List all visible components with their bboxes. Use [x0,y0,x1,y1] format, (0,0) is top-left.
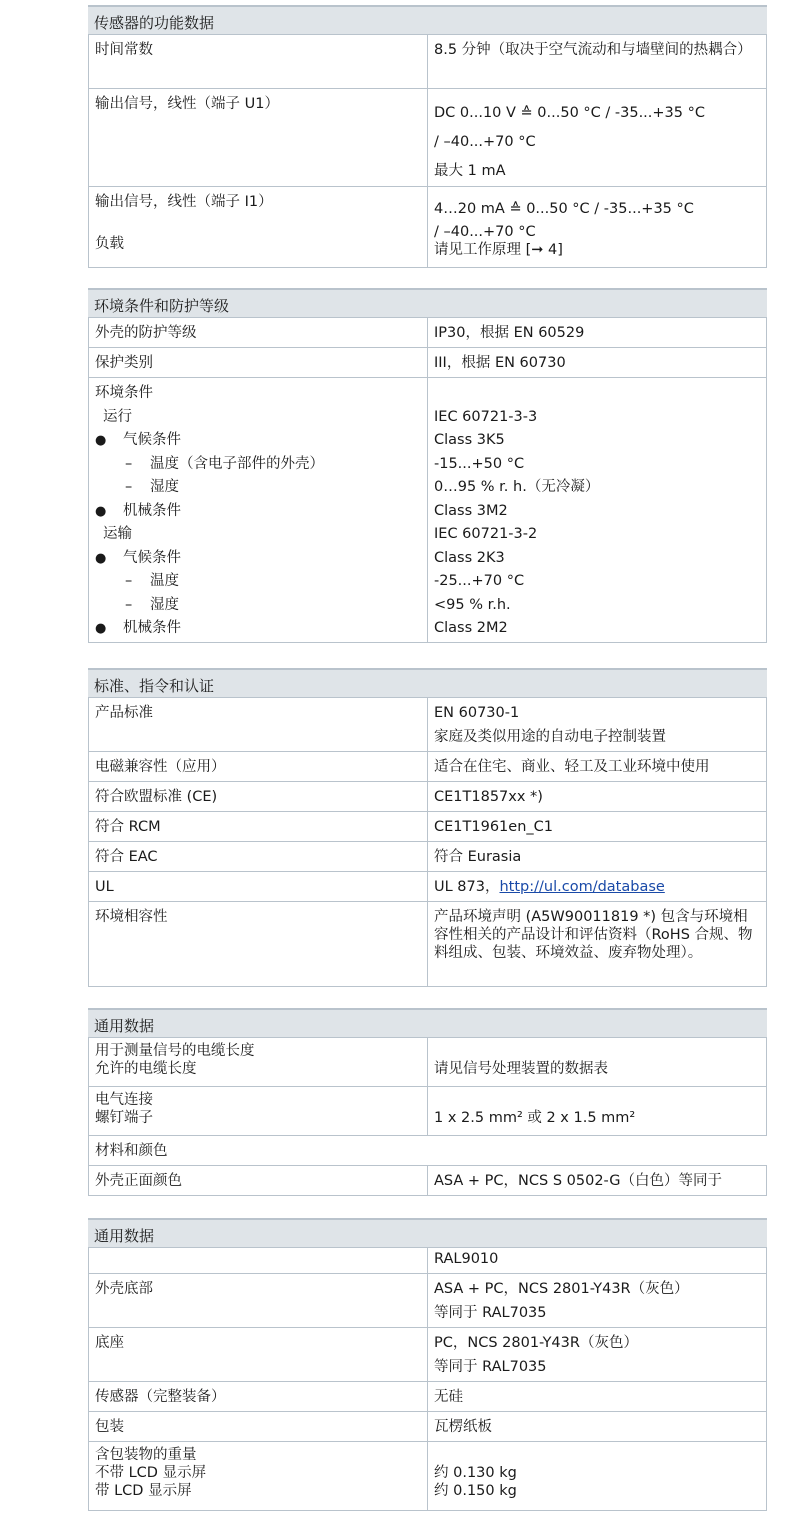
row-label: 环境相容性 [88,902,428,986]
table-row [88,1166,767,1195]
row-label: 时间常数 [88,35,428,88]
row-label: UL [88,872,428,901]
table-row [88,1442,767,1510]
row-value: PC，NCS 2801-Y43R（灰色） 等同于 RAL7035 [428,1328,767,1381]
row-label: 电气连接 螺钉端子 [88,1087,428,1135]
table-row [88,1087,767,1136]
row-value: 约 0.130 kg 约 0.150 kg [428,1442,767,1510]
row-value: III，根据 EN 60730 [428,348,767,377]
table-row [88,187,767,267]
row-value: ASA + PC，NCS S 0502-G（白色）等同于 [428,1166,767,1195]
row-label: 输出信号，线性（端子 I1） 负载 [88,187,428,267]
row-value: 符合 Eurasia [428,842,767,871]
row-label: 包装 [88,1412,428,1441]
table-row [88,348,767,378]
table-row [88,318,767,348]
row-value: RAL9010 [428,1248,767,1273]
row-value: 8.5 分钟（取决于空气流动和与墙壁间的热耦合） [428,35,767,88]
section-header: 标准、指令和认证 [88,670,767,698]
row-label: 外壳底部 [88,1274,428,1327]
row-value: EN 60730-1 家庭及类似用途的自动电子控制装置 [428,698,767,751]
table-row [88,698,767,752]
row-value: 适合在住宅、商业、轻工及工业环境中使用 [428,752,767,781]
row-value: 产品环境声明 (A5W90011819 *) 包含与环境相容性相关的产品设计和评估资料（RoHS 合规、物料组成、包装、环境效益、废弃物处理）。 [428,902,767,986]
table-row [88,1412,767,1442]
table-row [88,1136,767,1166]
row-label: 保护类别 [88,348,428,377]
general-data-table [88,1008,767,1196]
table-row [88,89,767,187]
row-value: 1 x 2.5 mm² 或 2 x 1.5 mm² [428,1087,767,1135]
row-label: 底座 [88,1328,428,1381]
row-label: 符合 EAC [88,842,428,871]
row-label: 传感器（完整装备） [88,1382,428,1411]
table-row [88,1328,767,1382]
table-row [88,812,767,842]
standards-table [88,668,767,987]
row-value: 4…20 mA ≙ 0...50 °C / -35...+35 °C / –40...+70 °C 请见工作原理 [➞ 4] [428,187,767,267]
section-header: 传感器的功能数据 [88,7,767,35]
environment-table [88,288,767,643]
row-label: 环境条件 运行 ● 气候条件 – 温度（含电子部件的外壳） – 湿度 ● 机械条件 运输 ● 气候条件 – 温度 – 湿度 ● 机械条件 [88,378,428,642]
row-label: 外壳的防护等级 [88,318,428,347]
section-header: 通用数据 [88,1010,767,1038]
section-header: 环境条件和防护等级 [88,290,767,318]
table-row [88,902,767,986]
row-label: 产品标准 [88,698,428,751]
table-row [88,35,767,89]
table-row [88,752,767,782]
ul-database-link[interactable]: http://ul.com/database [499,879,665,895]
row-label: 电磁兼容性（应用） [88,752,428,781]
ul-text: UL 873， [434,879,500,895]
table-row [88,1248,767,1274]
row-label: 材料和颜色 [88,1136,767,1165]
table-row [88,842,767,872]
table-row [88,378,767,642]
row-value [428,872,767,901]
row-label: 符合欧盟标准 (CE) [88,782,428,811]
row-label: 外壳正面颜色 [88,1166,428,1195]
row-value: IP30，根据 EN 60529 [428,318,767,347]
table-row [88,782,767,812]
table-row [88,1038,767,1087]
row-value: ASA + PC，NCS 2801-Y43R（灰色） 等同于 RAL7035 [428,1274,767,1327]
row-value: 瓦楞纸板 [428,1412,767,1441]
row-label [88,1248,428,1273]
row-value: IEC 60721-3-3 Class 3K5 -15...+50 °C 0…95 % r. h.（无冷凝） Class 3M2 IEC 60721-3-2 Class 2K3 -25...+70 °C <95 % r.h. Class 2M2 [428,378,767,642]
row-label: 用于测量信号的电缆长度 允许的电缆长度 [88,1038,428,1086]
row-value: 无硅 [428,1382,767,1411]
row-value: 请见信号处理装置的数据表 [428,1038,767,1086]
table-row [88,872,767,902]
row-label: 符合 RCM [88,812,428,841]
row-label: 输出信号，线性（端子 U1） [88,89,428,186]
table-row [88,1382,767,1412]
section-header: 通用数据 [88,1220,767,1248]
general-data-table-continued [88,1218,767,1511]
row-value: DC 0...10 V ≙ 0...50 °C / -35...+35 °C / –40...+70 °C 最大 1 mA [428,89,767,186]
row-value: CE1T1961en_C1 [428,812,767,841]
row-label: 含包装物的重量 不带 LCD 显示屏 带 LCD 显示屏 [88,1442,428,1510]
row-value: CE1T1857xx *) [428,782,767,811]
sensor-function-table [88,5,767,268]
table-row [88,1274,767,1328]
